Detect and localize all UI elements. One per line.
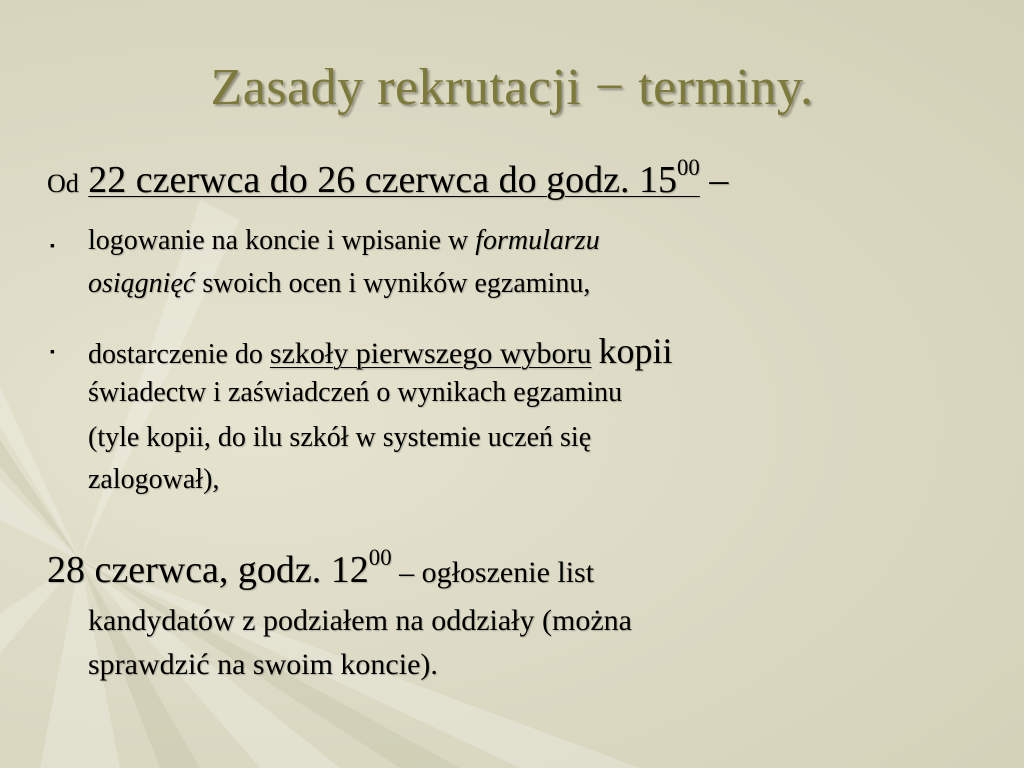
period-dash: –	[709, 159, 729, 201]
bullet-1-text-2: swoich ocen i wyników egzaminu,	[195, 268, 591, 299]
bullet-marker: ▪	[50, 345, 55, 360]
announcement-line-1	[47, 544, 595, 592]
bullet-2-line-4: zalogował),	[88, 464, 220, 495]
slide-title: Zasady rekrutacji − terminy.	[210, 59, 814, 116]
period-time-superscript: 00	[677, 154, 700, 180]
announcement-date: 28 czerwca, godz. 12	[47, 549, 369, 591]
bullet-1-line-2	[88, 268, 590, 300]
announcement-time-superscript: 00	[368, 544, 392, 570]
period-range-text: 22 czerwca do 26 czerwca do godz. 15	[88, 159, 678, 201]
bullet-1-line-1	[88, 225, 600, 257]
period-prefix: Od	[47, 169, 79, 198]
bullet-2-underlined: szkoły pierwszego wyboru	[269, 337, 592, 370]
bullet-1-text: logowanie na koncie i wpisanie w	[88, 225, 476, 256]
bullet-2-line-2: świadectw i zaświadczeń o wynikach egzaminu	[88, 377, 623, 408]
bullet-2-line-3: (tyle kopii, do ilu szkół w systemie uczeń się	[88, 422, 592, 453]
bullet-marker: ▪	[50, 239, 55, 254]
announcement-dash: –	[391, 556, 422, 589]
announcement-line-2: kandydatów z podziałem na oddziały (można	[88, 604, 632, 637]
bullet-1-italic: formularzu	[475, 225, 600, 256]
bullet-2-line-1	[88, 330, 673, 372]
recruitment-period-line	[47, 154, 729, 202]
period-range	[88, 154, 700, 201]
announcement-text-1: ogłoszenie list	[421, 556, 595, 589]
bullet-2-text: dostarczenie do	[88, 339, 270, 370]
bullet-2-big: kopii	[598, 331, 673, 371]
announcement-line-3: sprawdzić na swoim koncie).	[88, 648, 438, 681]
bullet-1-italic-2: osiągnięć	[88, 268, 196, 299]
